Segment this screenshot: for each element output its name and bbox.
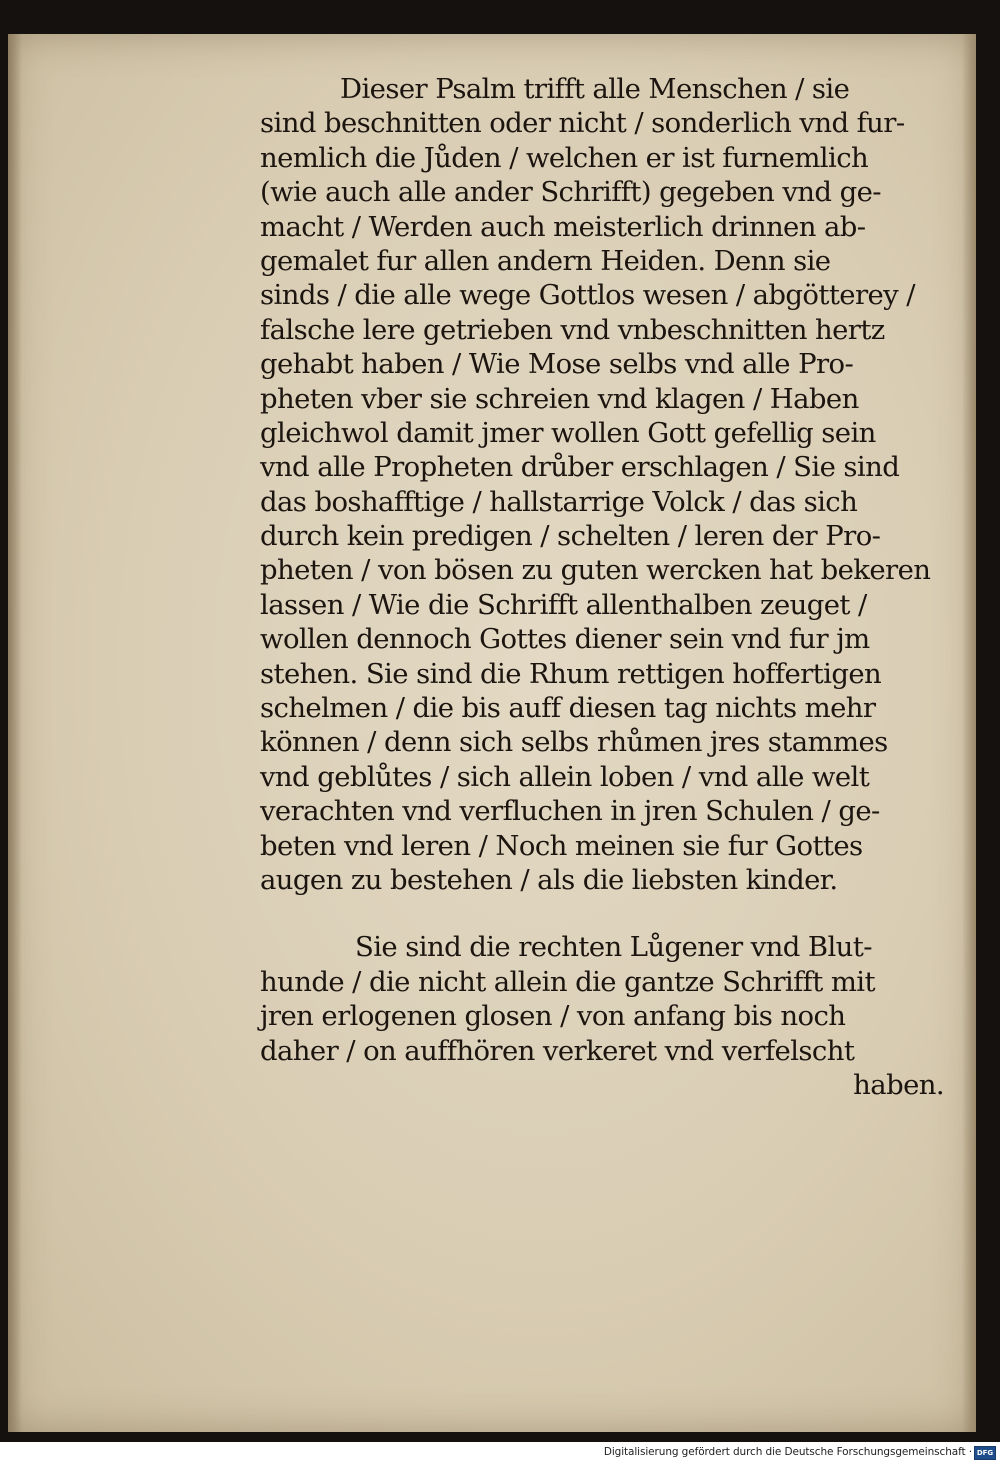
text-line: schelmen / die bis auff diesen tag nichts mehr: [260, 692, 876, 725]
text-line: Sie sind die rechten Lůgener vnd Blut-: [355, 931, 872, 964]
text-line: hunde / die nicht allein die gantze Schrifft mit: [260, 965, 875, 998]
text-line: gleichwol damit jmer wollen Gott gefellig sein: [260, 416, 876, 449]
text-line: gehabt haben / Wie Mose selbs vnd alle Pro-: [260, 348, 854, 381]
text-line: durch kein predigen / schelten / leren der Pro-: [260, 520, 881, 553]
text-line: macht / Werden auch meisterlich drinnen ab-: [260, 210, 866, 243]
text-line: vnd geblůtes / sich allein loben / vnd alle welt: [260, 760, 870, 793]
text-line: stehen. Sie sind die Rhum rettigen hoffertigen: [260, 657, 882, 690]
text-line: nemlich die Jůden / welchen er ist furnemlich: [260, 141, 869, 174]
paragraph-1: [260, 72, 950, 897]
text-line: lassen / Wie die Schrifft allenthalben zeuget /: [260, 588, 867, 621]
text-line: verachten vnd verfluchen in jren Schulen / ge-: [260, 795, 880, 828]
text-line: daher / on auffhören verkeret vnd verfelscht: [260, 1034, 855, 1067]
dfg-logo-icon: [974, 1446, 996, 1460]
text-line: (wie auch alle ander Schrifft) gegeben vnd ge-: [260, 176, 881, 209]
text-line: gemalet fur allen andern Heiden. Denn sie: [260, 244, 831, 277]
text-line: vnd alle Propheten drůber erschlagen / Sie sind: [260, 451, 900, 484]
text-line: sind beschnitten oder nicht / sonderlich vnd fur-: [260, 107, 905, 140]
funding-credit: Digitalisierung gefördert durch die Deutsche Forschungsgemeinschaft ·: [603, 1446, 972, 1458]
page-gutter-shadow: [8, 34, 22, 1432]
digitization-footer: [0, 1442, 1000, 1464]
dfg-logo-label: DFG: [976, 1449, 994, 1457]
text-line: wollen dennoch Gottes diener sein vnd fur jm: [260, 623, 870, 656]
text-line: pheten / von bösen zu guten wercken hat bekeren: [260, 554, 931, 587]
paragraph-2: [260, 930, 950, 1102]
text-line: augen zu bestehen / als die liebsten kinder.: [260, 863, 838, 896]
text-line: können / denn sich selbs rhůmen jres stammes: [260, 726, 888, 759]
text-line: falsche lere getrieben vnd vnbeschnitten hertz: [260, 313, 885, 346]
printed-text-block: [260, 72, 950, 1102]
page-edge-shadow: [962, 34, 976, 1432]
text-line: pheten vber sie schreien vnd klagen / Haben: [260, 382, 859, 415]
text-line: beten vnd leren / Noch meinen sie fur Gottes: [260, 829, 863, 862]
text-line: Dieser Psalm trifft alle Menschen / sie: [340, 73, 850, 105]
text-line: sinds / die alle wege Gottlos wesen / abgötterey /: [260, 279, 915, 312]
text-line: jren erlogenen glosen / von anfang bis noch: [260, 1000, 846, 1033]
text-line: das boshafftige / hallstarrige Volck / das sich: [260, 485, 858, 518]
text-line-final: haben.: [853, 1068, 944, 1101]
